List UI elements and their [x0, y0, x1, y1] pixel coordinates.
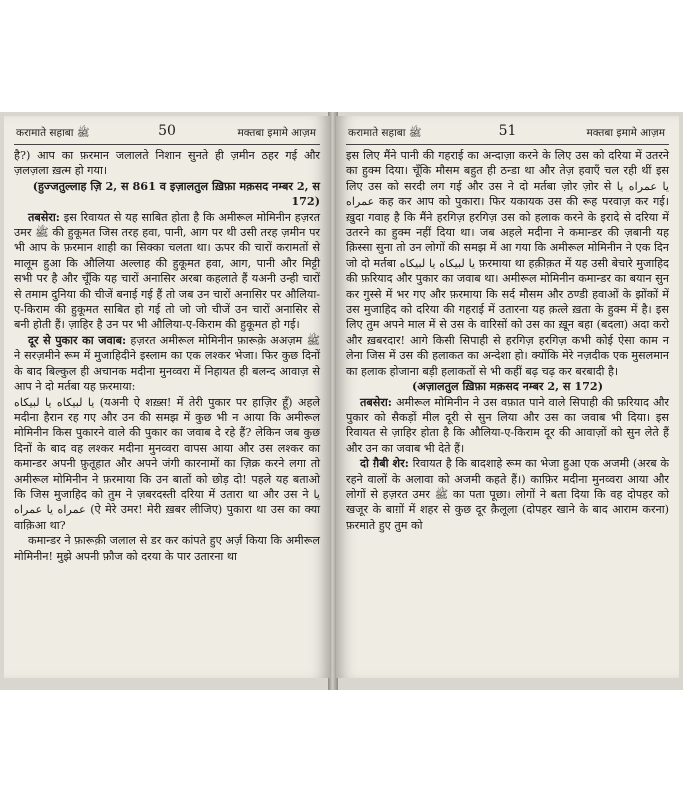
open-book [0, 112, 683, 690]
paragraph: है?) आप का फ़रमान जलालते निशान सुनते ही ज़मीन ठहर गई और ज़लज़ला ख़त्म हो गया। [14, 149, 320, 178]
right-page-header [346, 122, 669, 145]
paragraph-text: अमीरूल मोमिनीन ने उस वफ़ात पाने वाले सिपाही की फ़रियाद और पुकार को सैकड़ों मील दूरी से सुन लिया और उस का जवाब भी दिया। इस रिवायत से ज़ाहिर होता है कि औलिया-ए-किराम दूर की आवाज़ों को सुन लेते हैं और उन का जवाब भी देते हैं। [346, 395, 669, 455]
right-header-publisher: मक्तबा इमामे आज़म [586, 127, 665, 139]
right-page-number: 51 [498, 123, 517, 139]
paragraph: इस लिए मैंने पानी की गहराई का अन्दाज़ा करने के लिए उस को दरिया में उतरने का हुक्म दिया। चूँकि मौसम बहुत ही ठन्डा था और तेज़ हवाएँ चल रही थीं इस लिए उस को सरदी लग गई और उस ने दो मर्तबा ज़ोर ज़ोर से يا عمراه يا عمراه कह कर आप को पुकारा। फिर यकायक उस की रूह परवाज़ कर गई। ख़ुदा गवाह है कि मैंने हरगिज़ हरगिज़ उस को हलाक करने के इरादे से दरिया में उतरने का हुक्म नहीं दिया था। जब अहले मदीना ने कमान्डर की ज़बानी यह क़िस्सा सुना तो उन लोगों की समझ में आ गया कि अमीरूल मोमिनीन ने एक दिन जो दो मर्तबा يا لبيكاه يا لبيكاه फ़रमाया था हक़ीक़त में यह उसी बेचारे मुजाहिद की फ़रियाद और पुकार का जवाब था। अमीरूल मोमिनीन कमान्डर का बयान सुन कर गुस्से में भर गए और फ़रमाया कि सर्द मौसम और ठण्डी हवाओं के झोंकों में उस मुजाहिद को दरिया की गहराई में उतारना यह क़त्ले ख़ता के हुक्म में है। इस लिए तुम अपने माल में से उस के वारिसों को उस का ख़ून बहा (बदला) अदा करो और ख़बरदार! आगे किसी सिपाही से हरगिज़ हरगिज़ कभी कोई ऐसा काम न लेना जिस में उस की हलाकत का अन्देशा हो। क्योंकि मेरे नज़दीक एक मुसलमान का हलाक होजाना बड़ी हलाकतों से भी कहीं बढ़ चढ़ कर बरबादी है। [346, 149, 669, 378]
left-header-title: करामाते सहाबा ﷺ [16, 127, 90, 139]
paragraph-text: हज़रत अमीरूल मोमिनीन फ़ारूक़े अअज़म ﷺ ने सरज़मीने रूम में मुजाहिदीने इस्लाम का एक लश्कर भेजा। फिर कुछ दिनों के बाद बिल्कुल ही अचानक मदीना मुनव्वरा में निहायत ही बलन्द आवाज़ से आप ने दो मर्तबा यह फ़रमाया: [14, 333, 320, 394]
paragraph: يا لبيكاه يا لبيكاه (यअनी ऐ शख़्स! में तेरी पुकार पर हाज़िर हूँ) अहले मदीना हैरान रह गए और उन की समझ में कुछ भी न आया कि अमीरूल मोमिनीन किस पुकारने वाले की पुकार का जवाब दे रहे हैं? लेकिन जब कुछ दिनों के बाद वह लश्कर मदीना मुनव्वरा वापस आया और उस लश्कर का कमान्डर अपनी फ़ुतूहात और अपने जंगी कारनामों का ज़िक्र करने लगा तो अमीरूल मोमिनीन ने फ़रमाया कि उन बातों को छोड़ दो! पहले यह बताओ कि जिस मुजाहिद को तुम ने ज़बरदस्ती दरिया में उतारा था और उस ने يا عمراه يا عمراه (ऐ मेरे उमर! मेरी ख़बर लीजिए) पुकारा था उस का क्या वाक़िआ था? [14, 395, 320, 532]
paragraph [346, 456, 669, 533]
section-lead: तबसेरा: [28, 209, 60, 224]
section-lead: तबसेरा: [360, 394, 392, 409]
section-lead: दो ग़ैबी शेर: [360, 456, 409, 471]
section-lead: दूर से पुकार का जवाब: [28, 332, 127, 347]
left-page [4, 116, 330, 678]
right-page-body [336, 145, 679, 533]
paragraph-text: रिवायत है कि बादशाहे रूम का भेजा हुआ एक अजमी (अरब के रहने वालों के अलावा को अजमी कहते हैं।) काफ़िर मदीना मुनव्वरा आया और लोगों से हज़रत उमर ﷺ का पता पूछा। लोगों ने बता दिया कि वह दोपहर को खजूर के बाग़ों में शहर से कुछ दूर क़ैलूला (दोपहर खाने के बाद आराम करना) फ़रमाते हुए तुम को [346, 457, 670, 532]
paragraph [14, 210, 320, 333]
paragraph-text: इस रिवायत से यह साबित होता है कि अमीरूल मोमिनीन हज़रत उमर ﷺ की हुकूमत जिस तरह हवा, पानी, आग पर थी उसी तरह ज़मीन पर भी आप के फ़रमान शाही का सिक्का चलता था। ऊपर की चारों करामतों से मालूम हुआ कि औलिया अल्लाह की हुकूमत हवा, आग, पानी और मिट्टी सभी पर है और चूँकि यह चारों अनासिर अरबा कहलाते हैं यअनी उन्ही चारों से तमाम दुनिया की चीजें बनाई गई हैं तो जब उन चारों अनासिर पर औलिया-ए-किराम की हुकूमत साबित हो गई तो जो जो चीजें उन चारों अनासिर से बनी होती हैं। ज़ाहिर है उन पर भी औलिया-ए-किराम की हुकूमत हो गई। [14, 210, 320, 332]
right-page [336, 116, 679, 678]
citation: (अज़ालतुल ख़िफ़ा मक़सद नम्बर 2, स 172) [411, 379, 603, 394]
right-header-title: करामाते सहाबा ﷺ [348, 127, 422, 139]
paragraph [14, 333, 320, 395]
left-page-body [4, 145, 330, 564]
left-header-publisher: मक्तबा इमामे आज़म [237, 127, 316, 139]
paragraph: कमान्डर ने फ़ारूक़ी जलाल से डर कर कांपते हुए अर्ज़ किया कि अमीरूल मोमिनीन! मुझे अपनी फ़ौज को दरया के पार उतारना था [14, 534, 320, 563]
paragraph [346, 395, 669, 457]
left-page-header [14, 122, 320, 145]
citation: (हुज्जतुल्लाह ज़ि 2, स 861 व इज़ालतुल ख़िफ़ा मक़सद नम्बर 2, स 172) [32, 178, 320, 209]
left-page-number: 50 [158, 123, 176, 139]
